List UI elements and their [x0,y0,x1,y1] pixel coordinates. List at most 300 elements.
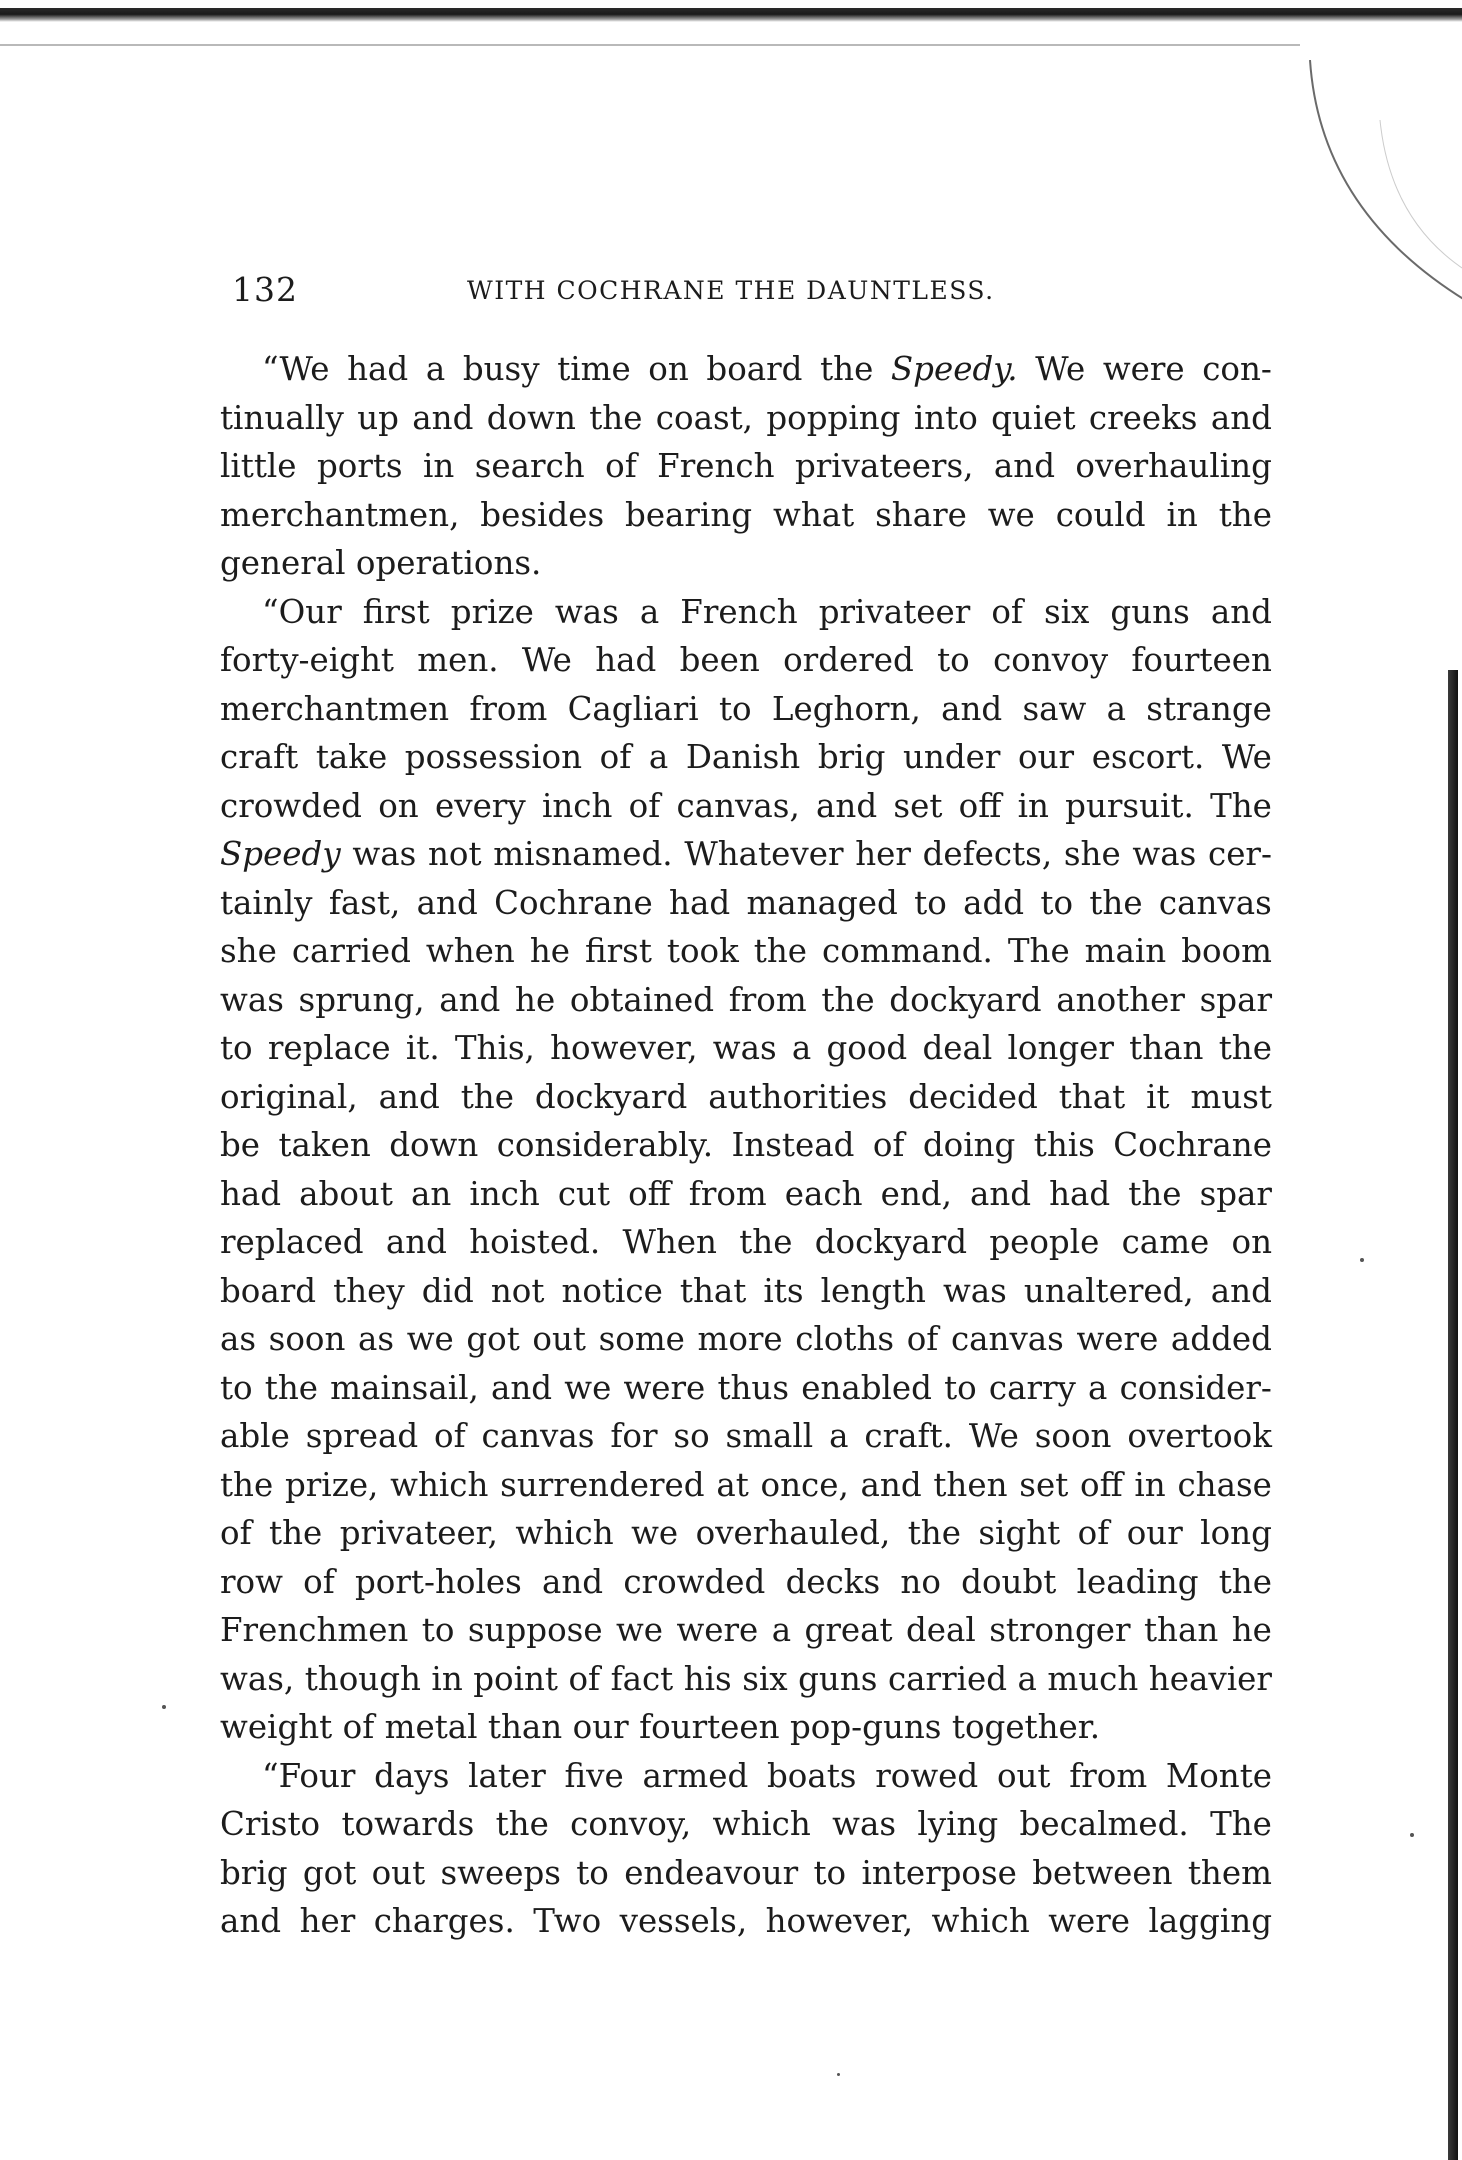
word: crowded [623,1562,766,1601]
word: them [1187,1853,1272,1892]
word: to [937,641,970,679]
word: popping [766,398,901,437]
word: creeks [1088,398,1198,437]
text-line [220,1606,1272,1655]
word: a [639,592,660,631]
word: rowed [875,1756,979,1795]
scan-speck [1410,1833,1414,1837]
word: in [423,447,455,485]
word: Monte [1165,1756,1272,1795]
word: people [989,1223,1100,1261]
word: of [605,447,637,485]
word: set [1019,1465,1069,1504]
word: lying [917,1805,999,1843]
text-line [220,685,1272,734]
word: busy [462,350,540,388]
word: added [1170,1320,1272,1358]
text-line [220,1121,1272,1170]
word: the [907,1514,961,1552]
word: end, [880,1174,952,1213]
word: a [1106,689,1126,728]
word: our [572,1708,629,1746]
word: craft [220,738,299,776]
word: which [712,1805,811,1843]
text-line [220,1461,1272,1510]
word: that [1058,1077,1126,1116]
word: Cristo [220,1805,321,1843]
word: share [875,495,967,534]
word: and [993,447,1056,485]
word: becalmed. [1019,1805,1189,1843]
word: able [220,1417,290,1455]
word: were [623,1368,706,1407]
word: French [680,592,798,631]
word: interpose [861,1853,1017,1892]
word: spar [1199,980,1272,1019]
word: to [914,883,947,922]
word: first [362,592,430,631]
word: “Four [262,1756,356,1795]
word: she [220,932,277,970]
word: the [1128,1174,1182,1213]
word: the [1218,1029,1272,1067]
word: the [1218,495,1272,534]
word: spread [305,1417,419,1455]
word: our [1018,738,1075,776]
scan-top-line [0,44,1300,46]
word: and [542,1562,604,1601]
word: inch [469,1174,540,1213]
word: chase [1177,1465,1272,1504]
word: pursuit. [1065,786,1194,825]
word: down [486,398,576,437]
word: which [515,1514,614,1552]
word: of [303,1562,335,1601]
word: armed [642,1756,749,1795]
word: add [963,883,1025,922]
word: con- [1202,350,1272,388]
word: had [220,1174,282,1213]
word: a [791,1029,812,1067]
word: from [728,980,807,1019]
word: brig [220,1853,288,1892]
word: merchantmen [220,689,450,728]
word: we [987,495,1035,534]
word: spar [1199,1174,1272,1213]
word: mainsail, [330,1368,479,1407]
word: this [1033,1126,1095,1164]
text-line [220,1655,1272,1704]
word: an [410,1174,452,1213]
word: was, [220,1659,295,1698]
word: and [220,1902,282,1940]
word: the [264,1368,319,1407]
word: convoy, [570,1805,692,1843]
word: craft. [864,1417,953,1455]
scan-top-edge [0,8,1462,22]
word: we [564,1368,612,1407]
word: the [589,398,643,437]
word: the [269,1514,323,1552]
text-line [220,394,1272,443]
word: took [666,932,739,970]
word: and [1210,1271,1272,1310]
word: than [1143,1611,1219,1649]
word: to [220,1368,253,1407]
word: authorities [708,1077,888,1116]
word: not [427,835,482,873]
word: so [673,1417,710,1455]
word: operations. [355,544,542,582]
word: privateer, [339,1514,498,1552]
word: brig [817,738,886,776]
word: row [220,1562,283,1601]
word: decks [785,1562,881,1601]
word: search [474,447,585,485]
word: Frenchmen [220,1611,409,1649]
word: decided [908,1077,1038,1116]
word: in [1134,1465,1166,1504]
word: in [1017,786,1049,825]
word: were [1048,1902,1131,1940]
text-line [220,1849,1272,1898]
word: could [1055,495,1146,534]
word: canvas [1158,883,1272,922]
word: from [688,1174,767,1213]
word: we [631,1514,679,1552]
word: Speedy. [890,350,1018,388]
word: sweeps [440,1853,561,1892]
word: six [1043,592,1090,631]
word: had [347,350,409,388]
word: long [1200,1514,1272,1552]
word: he [515,980,556,1019]
word: of [1077,1514,1110,1552]
word: had [1049,1174,1111,1213]
word: sight [978,1514,1061,1552]
word: We [968,1417,1019,1455]
word: replaced [220,1223,364,1261]
body-text [220,345,1272,1946]
word: fact [610,1659,674,1698]
word: great [804,1611,893,1649]
word: and [816,786,878,825]
word: out [996,1756,1051,1795]
word: the [220,1465,274,1504]
word: small [725,1417,814,1455]
word: heavier [1148,1659,1272,1698]
word: must [1190,1077,1272,1116]
text-line [220,1073,1272,1122]
word: privateer [818,592,971,631]
word: hoisted. [469,1223,601,1261]
word: of [599,738,632,776]
word: and [378,1077,440,1116]
word: prize [450,592,534,631]
word: to [813,1853,847,1892]
word: general [220,544,346,582]
word: our [1126,1514,1183,1552]
word: in [431,1659,463,1698]
word: Whatever [684,835,844,873]
word: doing [922,1126,1016,1164]
word: The [1210,786,1272,825]
word: little [220,447,297,485]
word: and [941,689,1003,728]
word: time [557,350,631,388]
word: and [1210,592,1272,631]
word: every [434,786,526,825]
word: vessels, [619,1902,748,1940]
word: more [697,1320,783,1358]
word: of [872,1126,905,1164]
paragraph [220,588,1272,1752]
word: ports [316,447,403,485]
word: under [902,738,1001,776]
word: We [1035,350,1086,388]
word: he [529,932,570,970]
word: command. [822,932,993,970]
word: weight [220,1708,333,1746]
scan-speck [837,2073,840,2076]
word: the [495,1805,549,1843]
word: down [389,1126,479,1164]
word: dockyard [534,1077,688,1116]
word: which [931,1902,1030,1940]
text-line [220,1509,1272,1558]
word: prize, [284,1465,379,1504]
word: taken [278,1126,371,1164]
word: Instead [731,1126,855,1164]
word: soon [268,1320,346,1358]
word: overhauled, [695,1514,891,1552]
text-line [220,1267,1272,1316]
word: a [771,1611,792,1649]
text-line [220,830,1272,879]
word: replace [267,1029,391,1067]
page-number: 132 [232,270,298,309]
word: out [532,1320,586,1358]
word: Cagliari [567,689,699,728]
word: charges. [373,1902,515,1940]
word: notice [561,1271,663,1310]
word: suppose [467,1611,603,1649]
word: of [342,1708,375,1746]
word: surrendered [500,1465,705,1504]
word: the [1218,1562,1272,1601]
word: to [421,1611,455,1649]
word: as [358,1320,395,1358]
word: “We [262,350,330,388]
word: of [220,1514,252,1552]
word: it. [405,1029,440,1067]
word: five [564,1756,624,1795]
word: was [712,1029,777,1067]
word: had [595,641,657,679]
word: leading [1076,1562,1199,1601]
word: was [832,1805,896,1843]
word: its [763,1271,804,1310]
word: quiet [991,398,1076,437]
word: later [468,1756,546,1795]
word: a [425,350,446,388]
word: though [304,1659,421,1698]
word: managed [746,883,898,922]
text-line [220,1218,1272,1267]
word: canvas, [676,786,800,825]
word: unaltered, [1023,1271,1194,1310]
word: and [439,980,501,1019]
word: fourteen [639,1708,780,1746]
word: thus [717,1368,790,1407]
word: besides [480,495,605,534]
word: each [784,1174,863,1213]
word: convoy [993,641,1109,679]
word: on [1231,1223,1272,1261]
word: the [820,350,874,388]
word: when [425,932,515,970]
word: escort. [1091,738,1205,776]
word: much [1047,1659,1139,1698]
word: deal [922,1029,993,1067]
scan-page-curl [1290,60,1462,320]
text-line [220,636,1272,685]
word: cloths [795,1320,895,1358]
word: doubt [961,1562,1057,1601]
word: another [1056,980,1185,1019]
word: overtook [1127,1417,1272,1455]
word: off [1080,1465,1123,1504]
word: original, [220,1077,358,1116]
word: guns [798,1659,878,1698]
word: Speedy [220,835,341,873]
word: considerably. [496,1126,714,1164]
word: canvas [950,1320,1064,1358]
word: men. [417,641,499,679]
word: longer [1007,1029,1114,1067]
paragraph [220,345,1272,588]
word: point [473,1659,558,1698]
paragraph [220,1752,1272,1946]
word: tinually [220,398,344,437]
word: The [1210,1805,1272,1843]
word: coast, [655,398,754,437]
word: the [821,980,875,1019]
word: of [906,1320,939,1358]
word: “Our [262,592,342,631]
word: on [648,350,689,388]
word: days [374,1756,450,1795]
text-line [220,1800,1272,1849]
word: obtained [569,980,715,1019]
word: defects, [922,835,1053,873]
word: on [378,786,419,825]
word: was [942,1271,1007,1310]
word: from [1069,1756,1148,1795]
word: they [333,1271,405,1310]
word: boom [1181,932,1272,970]
word: first [584,932,652,970]
word: metal [384,1708,478,1746]
word: Two [533,1902,602,1940]
word: deal [905,1611,976,1649]
word: a [648,738,669,776]
word: to [944,1368,977,1407]
word: fourteen [1131,641,1272,679]
word: We [521,641,572,679]
word: a [829,1417,849,1455]
word: take [315,738,388,776]
text-line [220,782,1272,831]
word: then [933,1465,1008,1504]
text-line [220,733,1272,782]
word: six [742,1659,788,1698]
word: guns [1110,592,1190,631]
word: overhauling [1075,447,1272,485]
word: cer- [1208,835,1272,873]
word: privateers, [794,447,974,485]
word: was [220,980,284,1019]
word: a [1017,1659,1037,1698]
word: and [491,1368,553,1407]
word: good [826,1029,908,1067]
text-line [220,1558,1272,1607]
word: she [1063,835,1121,873]
word: and [385,1223,447,1261]
word: dockyard [889,980,1042,1019]
word: some [598,1320,685,1358]
word: fast, [328,883,401,922]
word: canvas [481,1417,595,1455]
word: and [416,883,478,922]
word: not [490,1271,545,1310]
text-line [220,927,1272,976]
word: however, [550,1029,698,1067]
word: cut [557,1174,611,1213]
word: main [1084,932,1167,970]
word: her [299,1902,356,1940]
word: crowded [220,786,362,825]
word: carried [291,932,411,970]
word: was [352,835,417,873]
word: Leghorn, [771,689,921,728]
word: together. [951,1708,1101,1746]
word: board [220,1271,317,1310]
word: and [412,398,474,437]
word: inch [541,786,613,825]
word: he [1231,1611,1272,1649]
word: the [753,932,808,970]
word: it [1146,1077,1170,1116]
word: we [406,1320,454,1358]
word: off [628,1174,671,1213]
word: up [357,398,399,437]
text-line [220,879,1272,928]
word: to [576,1853,609,1892]
word: ordered [783,641,914,679]
word: of [628,786,661,825]
word: Cochrane [1113,1126,1272,1164]
word: When [622,1223,717,1261]
scan-speck [1360,1258,1364,1262]
word: off [958,786,1002,825]
scan-speck [162,1705,166,1709]
word: consider- [1119,1368,1272,1407]
text-line [220,1315,1272,1364]
word: forty-eight [220,641,394,679]
text-line [220,345,1272,394]
word: carried [887,1659,1008,1698]
